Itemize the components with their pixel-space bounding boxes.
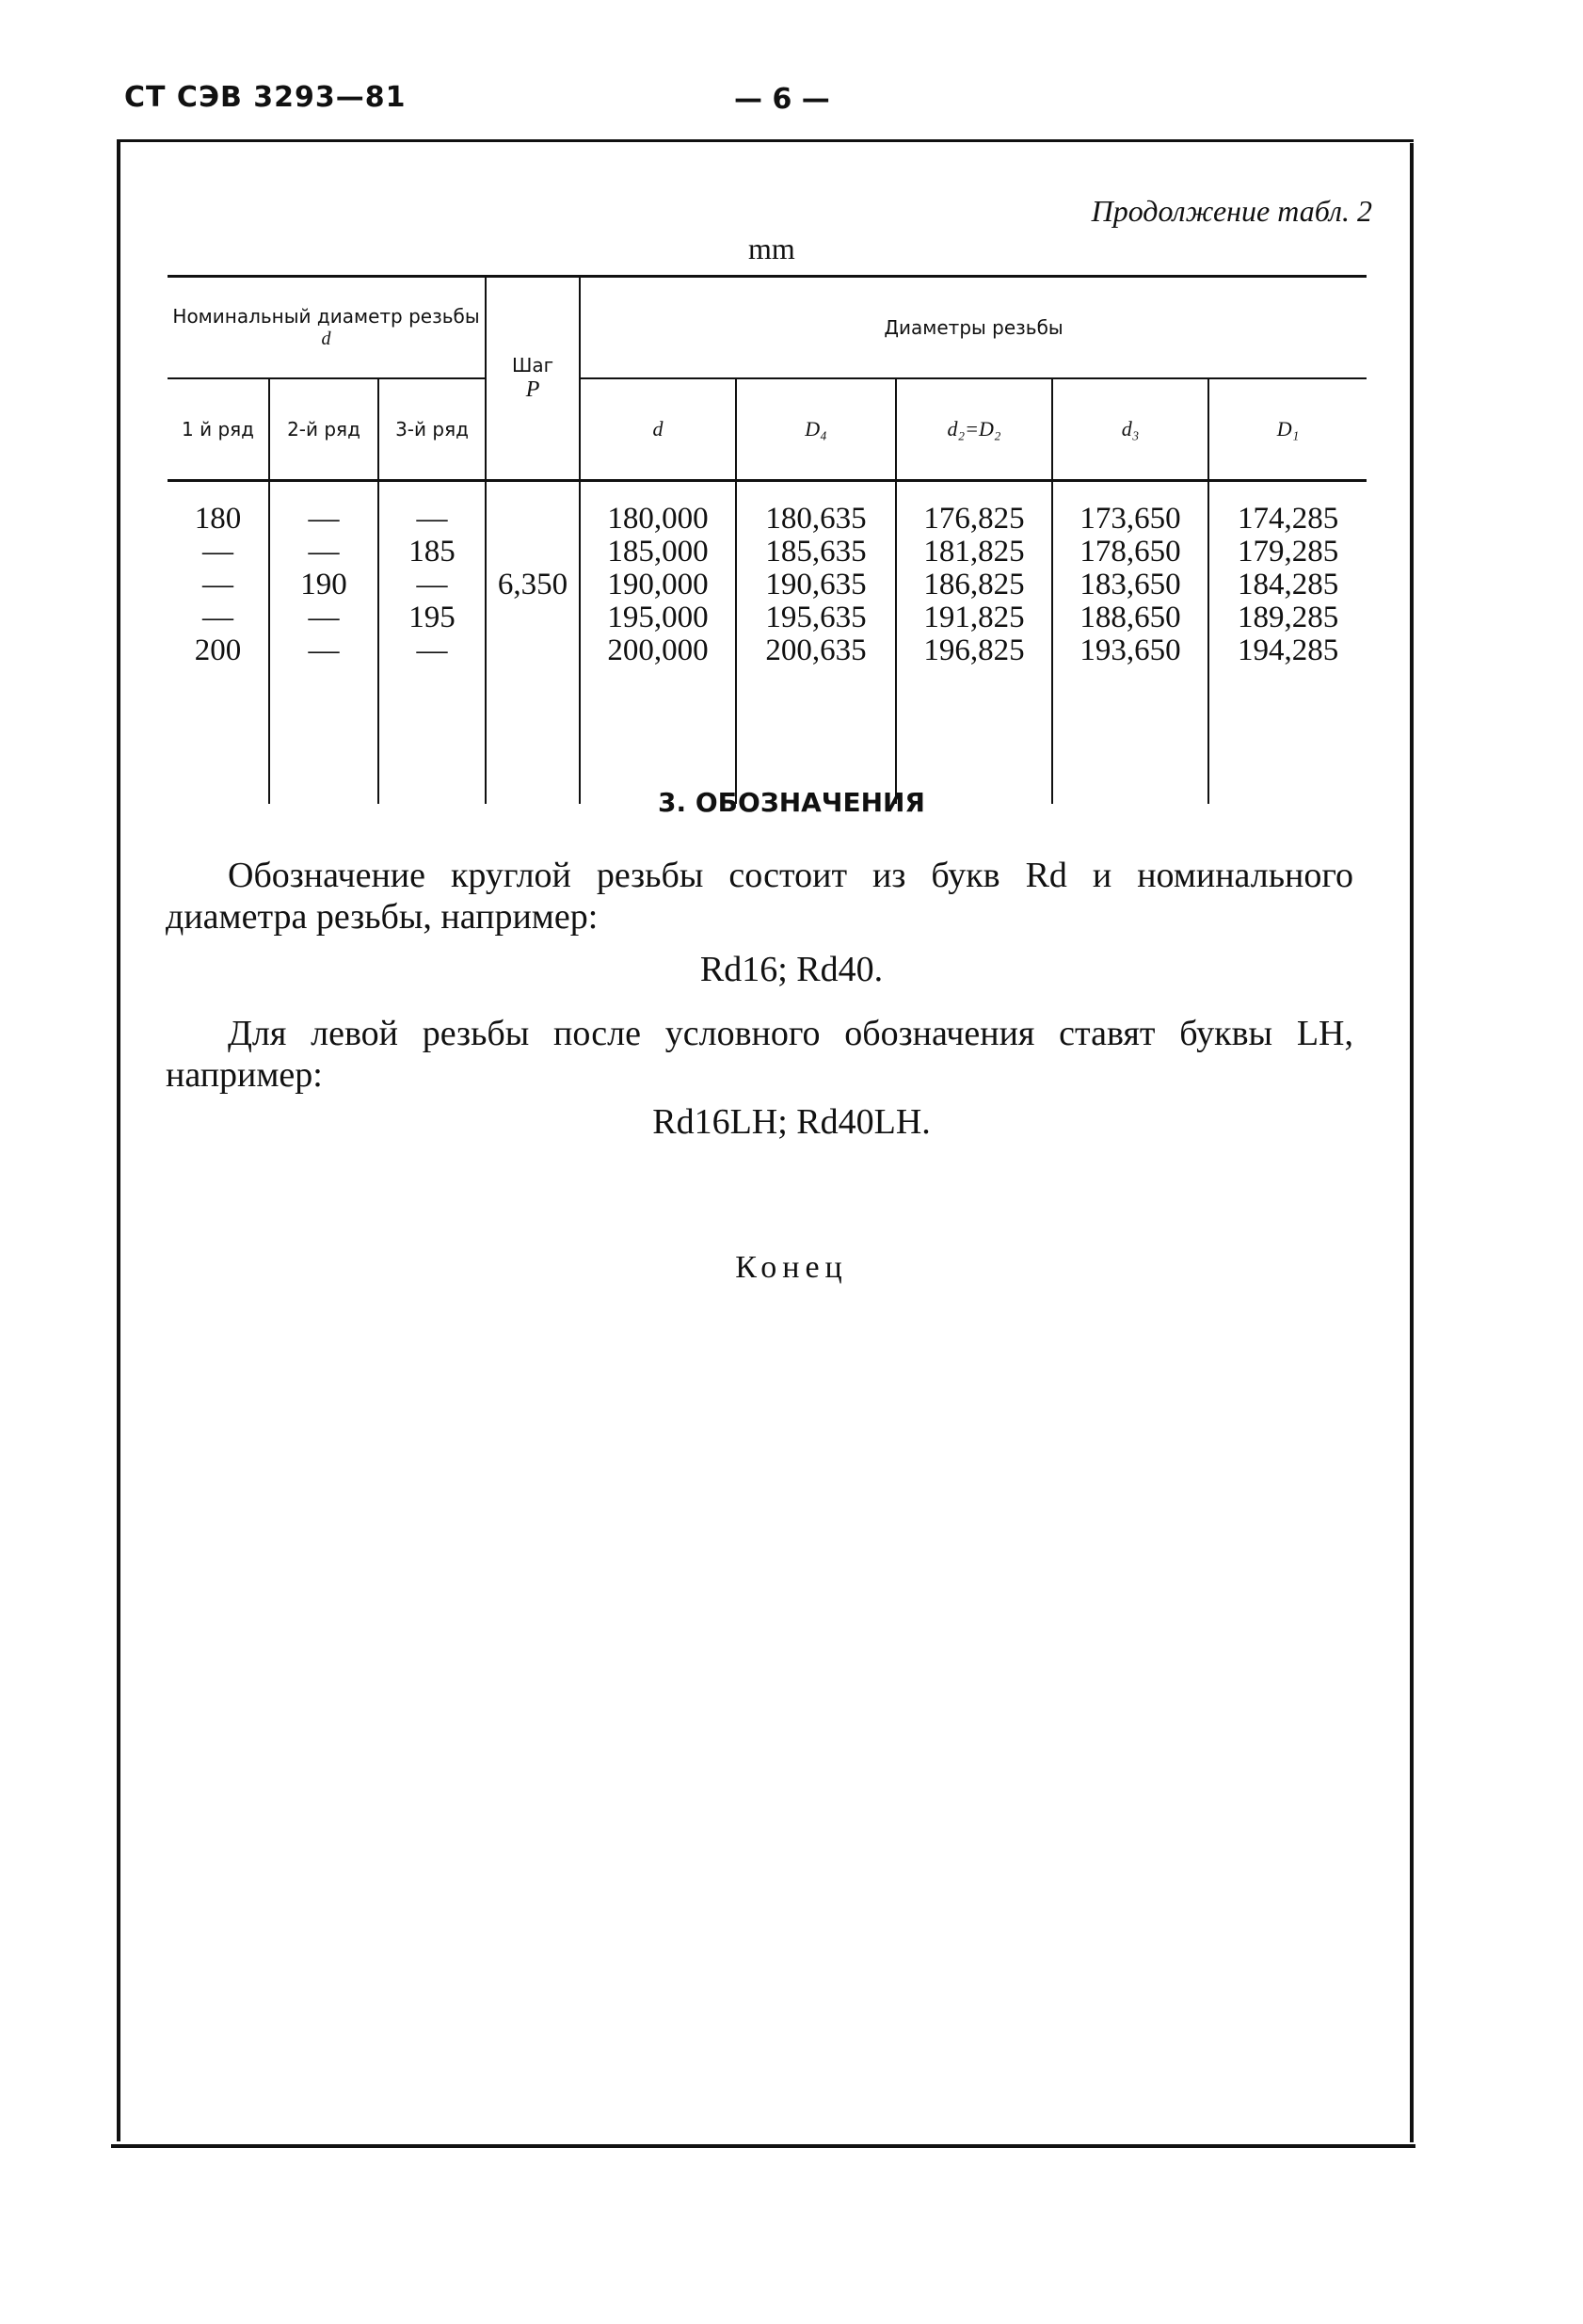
nominal-diameter-symbol: d bbox=[321, 328, 331, 349]
D4-column bbox=[736, 481, 896, 805]
D1-column bbox=[1208, 481, 1367, 805]
table-cell: 189,285 bbox=[1237, 601, 1339, 634]
table-cell: 180 bbox=[194, 502, 242, 536]
table-cell: 195,635 bbox=[765, 601, 867, 634]
frame-top-border bbox=[117, 139, 1414, 142]
table-cell: 180,635 bbox=[765, 502, 867, 536]
step-symbol: P bbox=[525, 377, 540, 402]
page-number: — 6 — bbox=[734, 83, 830, 116]
table-unit: mm bbox=[748, 232, 795, 265]
table-cell: 185,000 bbox=[607, 535, 709, 569]
thread-dimensions-table bbox=[168, 275, 1367, 804]
d3-column bbox=[1052, 481, 1208, 805]
diameter-D4-header: D₄ bbox=[736, 378, 896, 481]
table-cell: 194,285 bbox=[1237, 633, 1339, 667]
table-cell: 183,650 bbox=[1079, 568, 1181, 601]
table-cell: 185 bbox=[408, 535, 456, 569]
table-cell: 195 bbox=[408, 601, 456, 634]
nominal-diameter-label: Номинальный диаметр резьбы bbox=[172, 304, 480, 328]
table-cell: 200,635 bbox=[765, 633, 867, 667]
table-cell: — bbox=[202, 568, 233, 601]
table-cell: 176,825 bbox=[923, 502, 1025, 536]
table-cell: — bbox=[202, 601, 233, 634]
table-cell: 190,635 bbox=[765, 568, 867, 601]
table-cell: 190 bbox=[300, 568, 347, 601]
nominal-diameter-header bbox=[168, 277, 486, 379]
table-cell: 188,650 bbox=[1079, 601, 1181, 634]
left-thread-paragraph: Для левой резьбы после условного обозначения ставят буквы LH, например: bbox=[166, 1014, 1353, 1095]
d-column bbox=[580, 481, 736, 805]
series-3-header: 3-й ряд bbox=[378, 378, 486, 481]
table-cell: 200,000 bbox=[607, 633, 709, 667]
table-cell: 200 bbox=[194, 633, 242, 667]
table-cell: 190,000 bbox=[607, 568, 709, 601]
step-header bbox=[486, 277, 580, 481]
frame-bottom-border bbox=[111, 2144, 1415, 2148]
table-cell: — bbox=[308, 502, 340, 536]
table-cell: — bbox=[308, 535, 340, 569]
table-cell: 180,000 bbox=[607, 502, 709, 536]
table-cell: 173,650 bbox=[1079, 502, 1181, 536]
diameter-D1-header: D₁ bbox=[1208, 378, 1367, 481]
designation-example: Rd16; Rd40. bbox=[699, 950, 884, 989]
left-thread-example: Rd16LH; Rd40LH. bbox=[652, 1102, 931, 1142]
table-cell: — bbox=[416, 568, 448, 601]
table-cell: 174,285 bbox=[1237, 502, 1339, 536]
table-cell: — bbox=[308, 633, 340, 667]
end-mark: Конец bbox=[735, 1250, 848, 1285]
table-cell: 178,650 bbox=[1079, 535, 1181, 569]
table-cell: — bbox=[416, 633, 448, 667]
document-code: СТ СЭВ 3293—81 bbox=[124, 81, 407, 114]
table-caption: Продолжение табл. 2 bbox=[1091, 194, 1372, 228]
table-body-row bbox=[168, 481, 1367, 805]
series-1-column bbox=[168, 481, 269, 805]
table-cell: 196,825 bbox=[923, 633, 1025, 667]
thread-diameters-header: Диаметры резьбы bbox=[580, 277, 1367, 379]
designation-paragraph: Обозначение круглой резьбы состоит из букв Rd и номинального диаметра резьбы, например: bbox=[166, 856, 1353, 937]
table-cell: 195,000 bbox=[607, 601, 709, 634]
series-1-header: 1 й ряд bbox=[168, 378, 269, 481]
table-cell: 179,285 bbox=[1237, 535, 1339, 569]
d2-column bbox=[896, 481, 1052, 805]
frame-right-border bbox=[1410, 143, 1414, 2142]
diameter-d2-header: d₂=D₂ bbox=[896, 378, 1052, 481]
diameter-d-header: d bbox=[580, 378, 736, 481]
table-cell: 193,650 bbox=[1079, 633, 1181, 667]
series-2-column bbox=[269, 481, 378, 805]
table-cell: 184,285 bbox=[1237, 568, 1339, 601]
diameter-d3-header: d₃ bbox=[1052, 378, 1208, 481]
section-heading: 3. ОБОЗНАЧЕНИЯ bbox=[658, 787, 925, 818]
table-cell: 186,825 bbox=[923, 568, 1025, 601]
table-cell: 181,825 bbox=[923, 535, 1025, 569]
step-column bbox=[486, 481, 580, 805]
series-3-column bbox=[378, 481, 486, 805]
table-cell: 185,635 bbox=[765, 535, 867, 569]
table-cell: — bbox=[416, 502, 448, 536]
table-cell: 191,825 bbox=[923, 601, 1025, 634]
table-cell: — bbox=[202, 535, 233, 569]
series-2-header: 2-й ряд bbox=[269, 378, 378, 481]
step-value: 6,350 bbox=[497, 568, 568, 601]
table-cell: — bbox=[308, 601, 340, 634]
step-label: Шаг bbox=[511, 353, 554, 377]
